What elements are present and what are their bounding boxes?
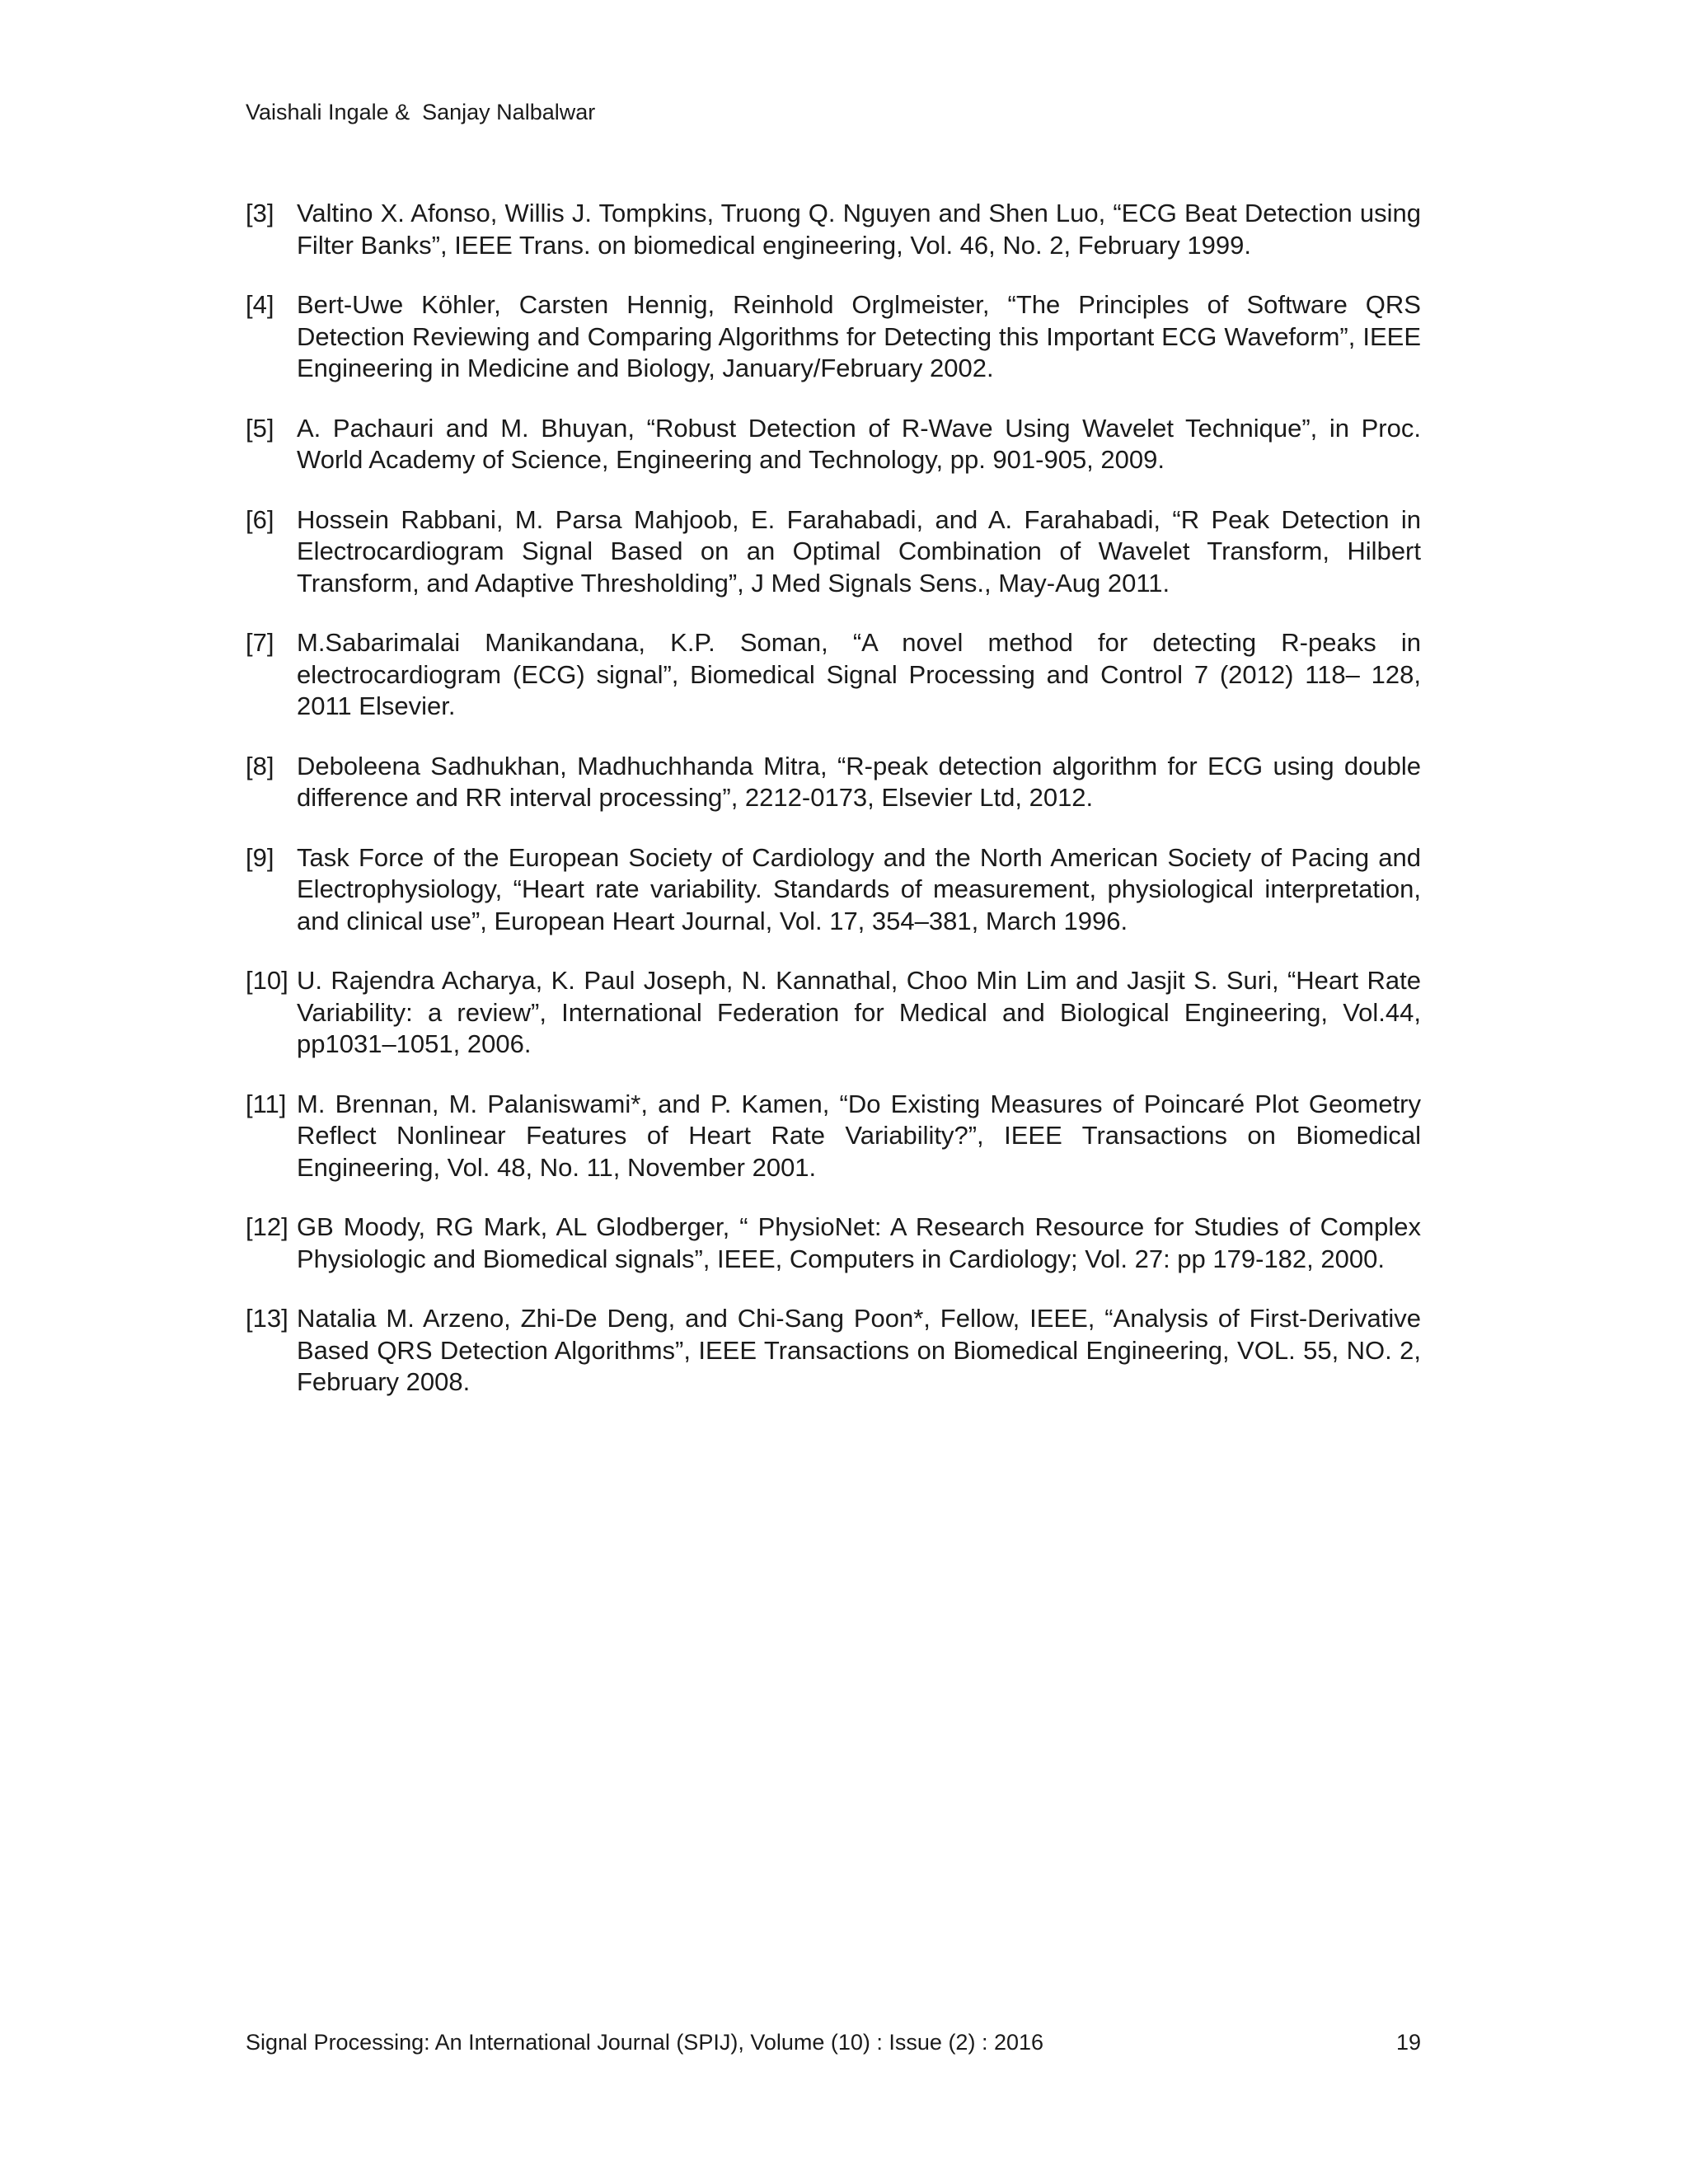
- reference-number: [13]: [246, 1304, 288, 1333]
- reference-number: [6]: [246, 504, 274, 534]
- reference-number: [8]: [246, 751, 274, 780]
- reference-text: A. Pachauri and M. Bhuyan, “Robust Detection of R-Wave Using Wavelet Technique”, in Proc. World Academy of Science, Engineering and Technology, pp. 901-905, 2009.: [297, 413, 1421, 474]
- reference-item: [246, 751, 1421, 814]
- reference-item: [246, 413, 1421, 476]
- reference-text: Valtino X. Afonso, Willis J. Tompkins, Truong Q. Nguyen and Shen Luo, “ECG Beat Detection using Filter Banks”, IEEE Trans. on biomedical engineering, Vol. 46, No. 2, February 1999.: [297, 199, 1421, 260]
- reference-list: [246, 198, 1421, 1427]
- reference-number: [9]: [246, 842, 274, 872]
- reference-item: [246, 198, 1421, 261]
- reference-number: [10]: [246, 966, 288, 995]
- reference-item: [246, 842, 1421, 938]
- reference-number: [11]: [246, 1089, 287, 1118]
- reference-text: Deboleena Sadhukhan, Madhuchhanda Mitra, “R-peak detection algorithm for ECG using double difference and RR interval processing”, 2212-0173, Elsevier Ltd, 2012.: [297, 751, 1421, 812]
- reference-text: Natalia M. Arzeno, Zhi-De Deng, and Chi-Sang Poon*, Fellow, IEEE, “Analysis of First-Derivative Based QRS Detection Algorithms”, IEEE Transactions on Biomedical Engineering, VOL. 55, NO. 2, February 2008.: [297, 1304, 1421, 1396]
- reference-number: [12]: [246, 1212, 288, 1241]
- reference-item: [246, 1303, 1421, 1399]
- reference-number: [3]: [246, 199, 274, 227]
- page-footer: [246, 2027, 1421, 2057]
- page-number: 19: [1395, 2030, 1421, 2055]
- reference-number: [4]: [246, 290, 274, 319]
- reference-item: [246, 1212, 1421, 1275]
- reference-number: [7]: [246, 628, 274, 657]
- reference-text: U. Rajendra Acharya, K. Paul Joseph, N. Kannathal, Choo Min Lim and Jasjit S. Suri, “Heart Rate Variability: a review”, International Federation for Medical and Biological Engineering, Vol.44, pp1031–1051, 2006.: [297, 966, 1421, 1058]
- reference-item: [246, 965, 1421, 1061]
- reference-item: [246, 627, 1421, 723]
- reference-number: [5]: [246, 413, 274, 443]
- reference-text: GB Moody, RG Mark, AL Glodberger, “ PhysioNet: A Research Resource for Studies of Complex Physiologic and Biomedical signals”, IEEE, Computers in Cardiology; Vol. 27: pp 179-182, 2000.: [297, 1212, 1421, 1273]
- reference-item: [246, 1089, 1421, 1184]
- reference-text: Hossein Rabbani, M. Parsa Mahjoob, E. Farahabadi, and A. Farahabadi, “R Peak Detection in Electrocardiogram Signal Based on an Optimal Combination of Wavelet Transform, Hilbert Transform, and Adaptive Thresholding”, J Med Signals Sens., May-Aug 2011.: [297, 504, 1421, 598]
- reference-item: [246, 289, 1421, 385]
- reference-text: M.Sabarimalai Manikandana, K.P. Soman, “A novel method for detecting R-peaks in electrocardiogram (ECG) signal”, Biomedical Signal Processing and Control 7 (2012) 118– 128, 2011 Elsevier.: [297, 628, 1421, 720]
- footer-journal: Signal Processing: An International Journal (SPIJ), Volume (10) : Issue (2) : 2016: [246, 2030, 1044, 2055]
- reference-text: Bert-Uwe Köhler, Carsten Hennig, Reinhold Orglmeister, “The Principles of Software QRS Detection Reviewing and Comparing Algorithms for Detecting this Important ECG Waveform”, IEEE Engineering in Medicine and Biology, January/February 2002.: [297, 290, 1421, 382]
- running-head-authors: Vaishali Ingale & Sanjay Nalbalwar: [246, 100, 596, 124]
- reference-item: [246, 504, 1421, 600]
- reference-text: M. Brennan, M. Palaniswami*, and P. Kamen, “Do Existing Measures of Poincaré Plot Geometry Reflect Nonlinear Features of Heart Rate Variability?”, IEEE Transactions on Biomedical Engineering, Vol. 48, No. 11, November 2001.: [297, 1089, 1421, 1182]
- reference-text: Task Force of the European Society of Cardiology and the North American Society of Pacing and Electrophysiology, “Heart rate variability. Standards of measurement, physiological interpretation, and clinical use”, European Heart Journal, Vol. 17, 354–381, March 1996.: [297, 842, 1421, 935]
